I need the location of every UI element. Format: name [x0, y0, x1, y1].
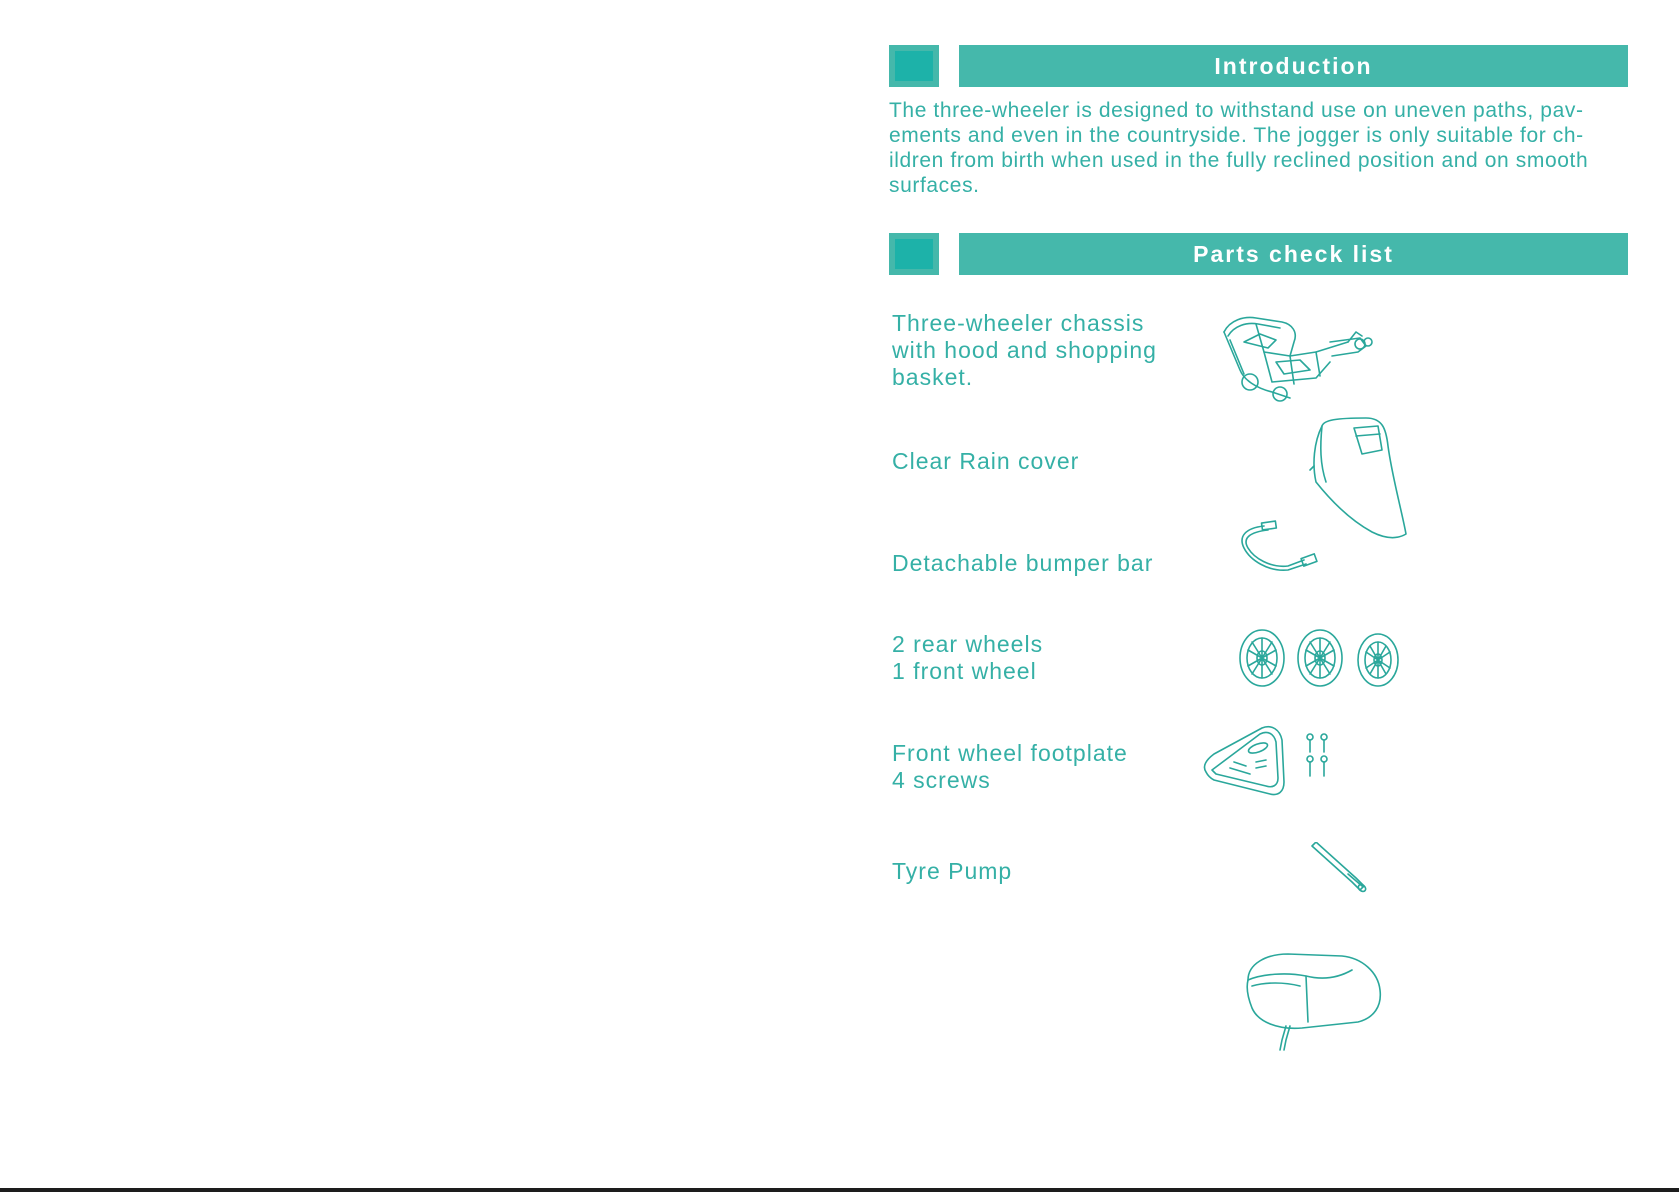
rain-cover-icon: [1306, 416, 1412, 542]
introduction-text: [889, 98, 1639, 198]
wheels-icon: [1236, 626, 1402, 690]
part-line: 1 front wheel: [892, 658, 1037, 684]
bumper-bar-icon: [1234, 520, 1318, 578]
part-line: basket.: [892, 364, 974, 390]
introduction-line: ildren from birth when used in the fully reclined position and on smooth: [889, 149, 1589, 172]
bottom-rule: [0, 1188, 1679, 1192]
part-label-rain-cover: [892, 448, 1079, 475]
introduction-marker: [889, 45, 939, 87]
introduction-line: The three-wheeler is designed to withstand use on uneven paths, pav-: [889, 99, 1584, 122]
part-label-footplate: [892, 740, 1128, 794]
part-line: Three-wheeler chassis: [892, 310, 1145, 336]
introduction-heading: Introduction: [959, 45, 1628, 87]
part-label-wheels: [892, 631, 1043, 685]
part-label-chassis: [892, 310, 1157, 391]
introduction-line: ements and even in the countryside. The jogger is only suitable for ch-: [889, 124, 1584, 147]
footplate-icon: [1200, 722, 1290, 796]
screws-icon: [1302, 732, 1332, 780]
stroller-chassis-icon: [1220, 312, 1380, 404]
part-line: Tyre Pump: [892, 858, 1013, 884]
part-line: Detachable bumper bar: [892, 550, 1154, 576]
part-label-bumper-bar: [892, 550, 1153, 577]
tyre-pump-icon: [1308, 842, 1372, 900]
part-line: Front wheel footplate: [892, 740, 1128, 766]
part-line: 2 rear wheels: [892, 631, 1044, 657]
parts-marker: [889, 233, 939, 275]
parts-heading: Parts check list: [959, 233, 1628, 275]
footmuff-icon: [1242, 950, 1384, 1052]
introduction-line: surfaces.: [889, 174, 980, 197]
part-line: with hood and shopping: [892, 337, 1157, 363]
part-line: 4 screws: [892, 767, 991, 793]
part-label-tyre-pump: [892, 858, 1012, 885]
part-line: Clear Rain cover: [892, 448, 1080, 474]
